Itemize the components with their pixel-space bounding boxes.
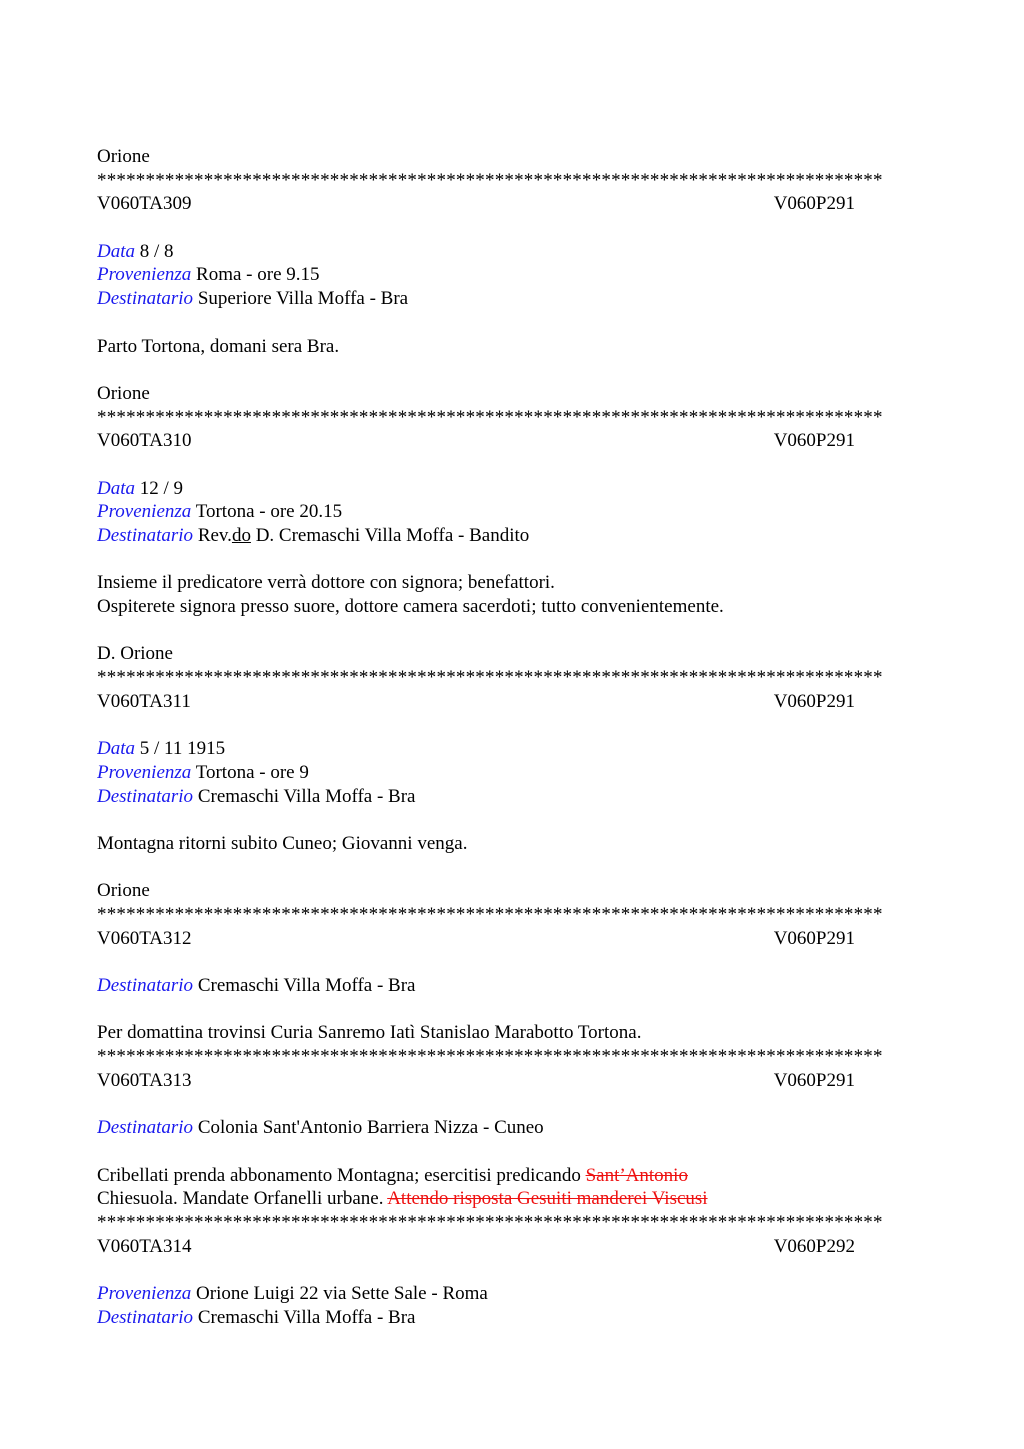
destinatario-label: Destinatario xyxy=(97,975,194,997)
provenienza-value: Orione Luigi 22 via Sette Sale - Roma xyxy=(196,1283,488,1304)
spacer xyxy=(97,311,927,335)
data-field xyxy=(97,737,927,761)
page-code: V060P291 xyxy=(773,927,855,949)
spacer xyxy=(97,950,927,974)
entry-reference xyxy=(97,429,855,453)
destinatario-value-post: D. Cremaschi Villa Moffa - Bandito xyxy=(250,525,530,546)
data-field xyxy=(97,240,927,264)
provenienza-field xyxy=(97,500,927,524)
provenienza-value: Tortona - ore 9 xyxy=(195,761,309,783)
data-value: 5 / 11 1915 xyxy=(139,738,226,760)
separator: ********************************************************************************* xyxy=(97,667,883,689)
spacer xyxy=(97,1258,927,1282)
data-label: Data xyxy=(97,477,135,499)
separator: ********************************************************************************* xyxy=(97,406,883,428)
destinatario-field xyxy=(97,974,927,998)
provenienza-label: Provenienza xyxy=(97,1283,192,1304)
entry-reference xyxy=(97,192,855,216)
spacer xyxy=(97,714,927,738)
page-code: V060P291 xyxy=(773,193,855,215)
entry-reference xyxy=(97,1235,855,1259)
destinatario-field xyxy=(97,524,927,548)
provenienza-value: Tortona - ore 20.15 xyxy=(195,501,343,523)
provenienza-label: Provenienza xyxy=(97,761,192,783)
provenienza-label: Provenienza xyxy=(97,501,192,523)
destinatario-value-pre: Rev. xyxy=(197,525,232,546)
separator: ********************************************************************************* xyxy=(97,1211,883,1233)
entry-reference xyxy=(97,1069,855,1093)
destinatario-value: Colonia Sant'Antonio Barriera Nizza - Cuneo xyxy=(197,1117,544,1139)
provenienza-value: Roma - ore 9.15 xyxy=(196,264,320,286)
data-value: 12 / 9 xyxy=(139,477,184,499)
spacer xyxy=(97,808,927,832)
separator: ********************************************************************************* xyxy=(97,169,883,191)
document-page xyxy=(97,145,927,1329)
spacer xyxy=(97,1093,927,1117)
entry-code: V060TA312 xyxy=(97,927,192,949)
message-body: Montagna ritorni subito Cuneo; Giovanni venga. xyxy=(97,832,468,854)
deleted-text: Attendo risposta Gesuiti manderei Viscusi xyxy=(387,1188,708,1210)
spacer xyxy=(97,453,927,477)
message-body: Parto Tortona, domani sera Bra. xyxy=(97,335,340,357)
destinatario-value: Cremaschi Villa Moffa - Bra xyxy=(197,785,416,807)
spacer xyxy=(97,998,927,1022)
destinatario-label: Destinatario xyxy=(97,1306,194,1328)
entry-code: V060TA314 xyxy=(97,1235,192,1257)
provenienza-field xyxy=(97,761,927,785)
signature: Orione xyxy=(97,880,150,902)
spacer xyxy=(97,358,927,382)
destinatario-field xyxy=(97,1116,927,1140)
provenienza-field xyxy=(97,263,927,287)
message-body xyxy=(97,1187,927,1211)
provenienza-label: Provenienza xyxy=(97,264,192,286)
destinatario-value: Superiore Villa Moffa - Bra xyxy=(197,288,409,310)
destinatario-value-underlined: do xyxy=(231,525,251,546)
message-body: Per domattina trovinsi Curia Sanremo Iatì Stanislao Marabotto Tortona. xyxy=(97,1022,642,1044)
destinatario-value: Cremaschi Villa Moffa - Bra xyxy=(197,1306,416,1328)
destinatario-value: Cremaschi Villa Moffa - Bra xyxy=(197,975,416,997)
separator: ********************************************************************************* xyxy=(97,1046,883,1068)
message-text: Cribellati prenda abbonamento Montagna; esercitisi predicando xyxy=(97,1164,586,1186)
page-code: V060P292 xyxy=(773,1235,855,1257)
entry-code: V060TA313 xyxy=(97,1069,192,1091)
entry-code: V060TA309 xyxy=(97,193,192,215)
spacer xyxy=(97,1140,927,1164)
entry-code: V060TA311 xyxy=(97,690,191,712)
entry-reference xyxy=(97,690,855,714)
data-label: Data xyxy=(97,240,135,262)
signature: D. Orione xyxy=(97,643,173,665)
destinatario-label: Destinatario xyxy=(97,288,194,310)
signature: Orione xyxy=(97,146,150,167)
message-text: Chiesuola. Mandate Orfanelli urbane. xyxy=(97,1188,388,1210)
page-code: V060P291 xyxy=(773,430,855,452)
message-body xyxy=(97,1164,927,1188)
spacer xyxy=(97,548,927,572)
data-field xyxy=(97,477,927,501)
destinatario-label: Destinatario xyxy=(97,1117,194,1139)
page-code: V060P291 xyxy=(773,690,855,712)
destinatario-field xyxy=(97,785,927,809)
message-body: Ospiterete signora presso suore, dottore camera sacerdoti; tutto convenientemente. xyxy=(97,596,724,618)
separator: ********************************************************************************* xyxy=(97,904,883,925)
deleted-text: Sant’Antonio xyxy=(585,1164,688,1186)
page-code: V060P291 xyxy=(773,1069,855,1091)
destinatario-label: Destinatario xyxy=(97,525,194,546)
data-value: 8 / 8 xyxy=(139,240,174,262)
spacer xyxy=(97,619,927,643)
entry-reference xyxy=(97,927,855,951)
destinatario-field xyxy=(97,1306,927,1330)
spacer xyxy=(97,216,927,240)
destinatario-field xyxy=(97,287,927,311)
destinatario-label: Destinatario xyxy=(97,785,194,807)
data-label: Data xyxy=(97,738,135,760)
provenienza-field xyxy=(97,1282,927,1306)
message-body: Insieme il predicatore verrà dottore con signora; benefattori. xyxy=(97,572,555,594)
signature: Orione xyxy=(97,382,150,404)
spacer xyxy=(97,856,927,880)
entry-code: V060TA310 xyxy=(97,430,192,452)
